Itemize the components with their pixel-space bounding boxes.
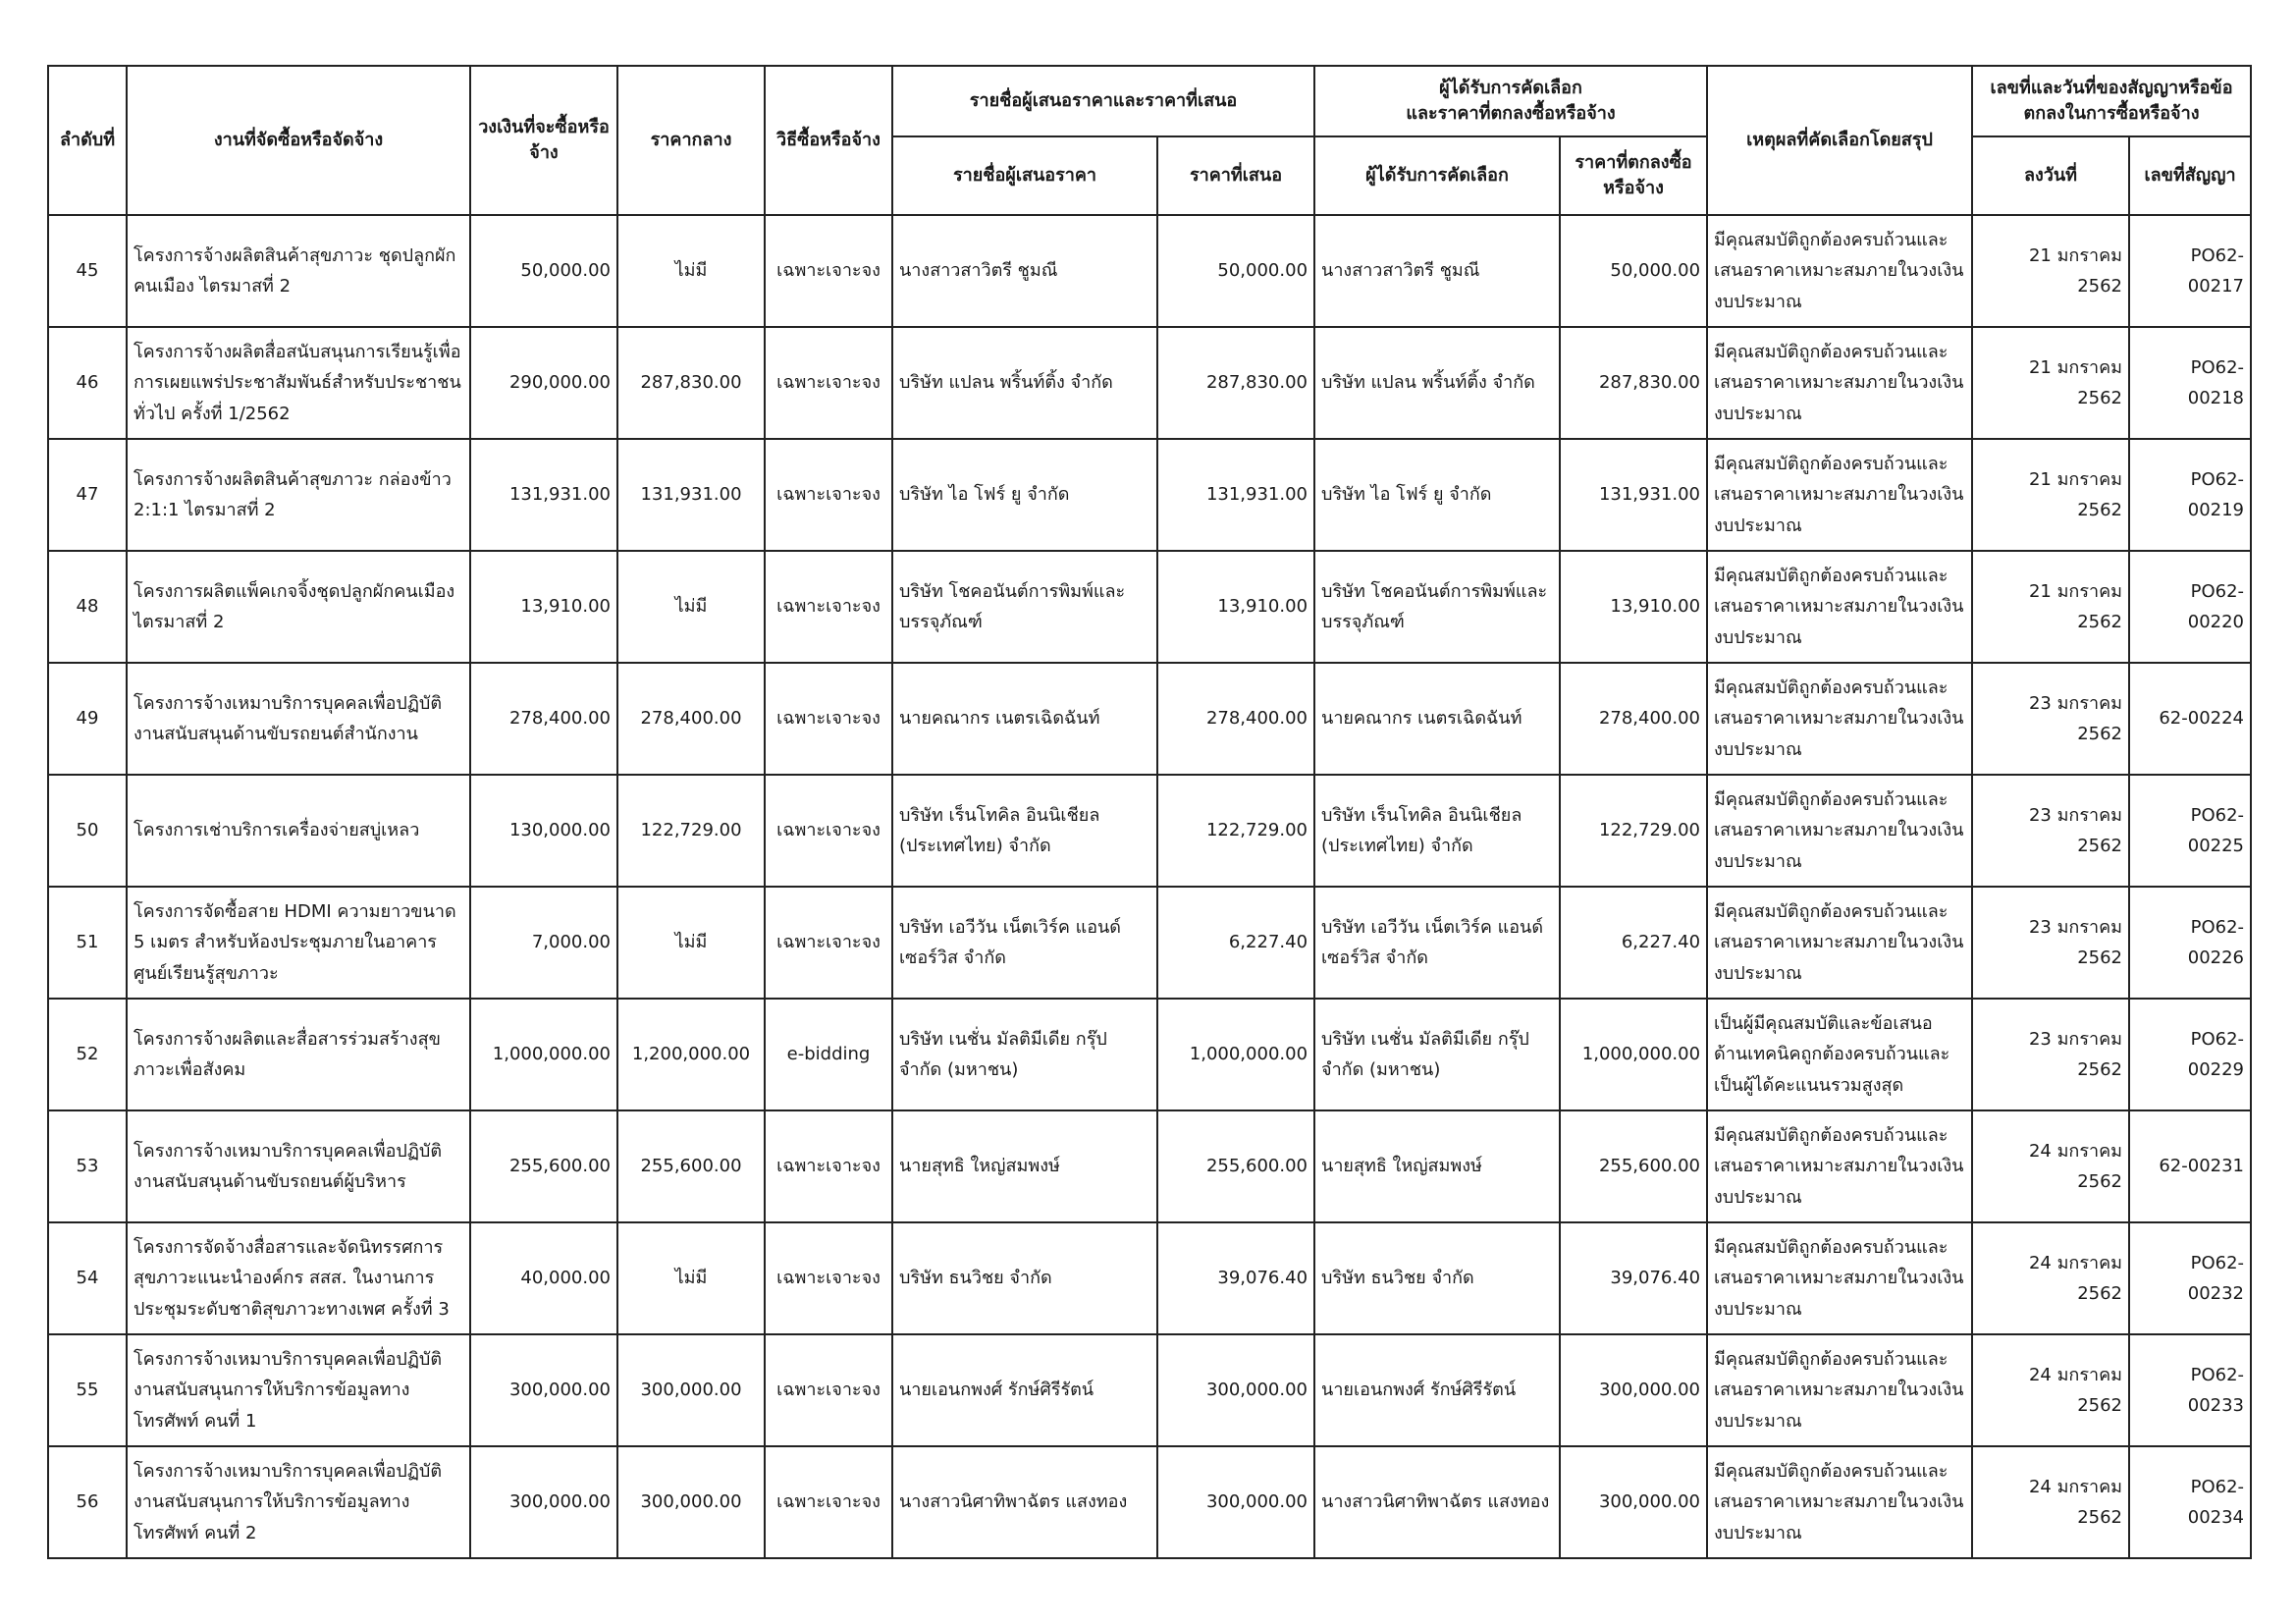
row-budget: 255,600.00: [470, 1110, 617, 1222]
row-selected: บริษัท แปลน พริ้นท์ติ้ง จำกัด: [1314, 327, 1560, 439]
row-bidder: บริษัท แปลน พริ้นท์ติ้ง จำกัด: [892, 327, 1157, 439]
row-contract-no: PO62-00220: [2129, 551, 2251, 663]
row-agreed-price: 6,227.40: [1560, 887, 1707, 999]
row-method: เฉพาะเจาะจง: [765, 327, 892, 439]
header-no: ลำดับที่: [48, 66, 127, 215]
header-contract-date: ลงวันที่: [1972, 136, 2129, 215]
row-no: 55: [48, 1334, 127, 1446]
row-no: 56: [48, 1446, 127, 1558]
row-agreed-price: 300,000.00: [1560, 1334, 1707, 1446]
row-median-price: ไม่มี: [617, 1222, 765, 1334]
row-project: โครงการจ้างผลิตและสื่อสารร่วมสร้างสุขภาวะเพื่อสังคม: [127, 999, 470, 1110]
row-median-price: 1,200,000.00: [617, 999, 765, 1110]
row-contract-no: PO62-00232: [2129, 1222, 2251, 1334]
row-median-price: 300,000.00: [617, 1446, 765, 1558]
row-contract-date: 23 มกราคม 2562: [1972, 663, 2129, 775]
row-contract-date: 24 มกราคม 2562: [1972, 1110, 2129, 1222]
row-method: e-bidding: [765, 999, 892, 1110]
header-project: งานที่จัดซื้อหรือจัดจ้าง: [127, 66, 470, 215]
table-row: [48, 1334, 2251, 1446]
header-median-price: ราคากลาง: [617, 66, 765, 215]
row-contract-date: 24 มกราคม 2562: [1972, 1446, 2129, 1558]
row-contract-no: PO62-00219: [2129, 439, 2251, 551]
row-budget: 13,910.00: [470, 551, 617, 663]
row-median-price: 287,830.00: [617, 327, 765, 439]
row-bidder: นายคณากร เนตรเฉิดฉันท์: [892, 663, 1157, 775]
row-method: เฉพาะเจาะจง: [765, 1446, 892, 1558]
row-selected: นางสาวนิศาทิพาฉัตร แสงทอง: [1314, 1446, 1560, 1558]
row-selected: บริษัท เอวีวัน เน็ตเวิร์ค แอนด์ เซอร์วิส จำกัด: [1314, 887, 1560, 999]
header-selected-group-line2: และราคาที่ตกลงซื้อหรือจ้าง: [1406, 103, 1616, 124]
row-contract-no: PO62-00226: [2129, 887, 2251, 999]
row-no: 49: [48, 663, 127, 775]
table-header: [48, 66, 2251, 215]
table-row: [48, 999, 2251, 1110]
row-bidder: บริษัท ไอ โฟร์ ยู จำกัด: [892, 439, 1157, 551]
row-selected: บริษัท เนชั่น มัลติมีเดีย กรุ๊ป จำกัด (มหาชน): [1314, 999, 1560, 1110]
row-no: 50: [48, 775, 127, 887]
row-bidder: นางสาวนิศาทิพาฉัตร แสงทอง: [892, 1446, 1157, 1558]
row-contract-date: 21 มกราคม 2562: [1972, 551, 2129, 663]
row-selected: นางสาวสาวิตรี ชูมณี: [1314, 215, 1560, 327]
table-row: [48, 775, 2251, 887]
row-agreed-price: 1,000,000.00: [1560, 999, 1707, 1110]
row-contract-no: 62-00224: [2129, 663, 2251, 775]
row-contract-date: 23 มกราคม 2562: [1972, 887, 2129, 999]
row-reason: มีคุณสมบัติถูกต้องครบถ้วนและเสนอราคาเหมาะสมภายในวงเงินงบประมาณ: [1707, 1110, 1972, 1222]
row-contract-date: 24 มกราคม 2562: [1972, 1222, 2129, 1334]
row-contract-no: PO62-00229: [2129, 999, 2251, 1110]
row-agreed-price: 131,931.00: [1560, 439, 1707, 551]
row-reason: เป็นผู้มีคุณสมบัติและข้อเสนอด้านเทคนิคถูกต้องครบถ้วนและเป็นผู้ได้คะแนนรวมสูงสุด: [1707, 999, 1972, 1110]
row-contract-no: PO62-00218: [2129, 327, 2251, 439]
row-median-price: ไม่มี: [617, 887, 765, 999]
row-median-price: 122,729.00: [617, 775, 765, 887]
row-project: โครงการจ้างเหมาบริการบุคคลเพื่อปฏิบัติงานสนับสนุนด้านขับรถยนต์ผู้บริหาร: [127, 1110, 470, 1222]
row-method: เฉพาะเจาะจง: [765, 551, 892, 663]
row-budget: 40,000.00: [470, 1222, 617, 1334]
procurement-table: [47, 65, 2252, 1559]
row-method: เฉพาะเจาะจง: [765, 1334, 892, 1446]
row-bid-price: 50,000.00: [1157, 215, 1314, 327]
row-selected: นายเอนกพงศ์ รักษ์ศิรีรัตน์: [1314, 1334, 1560, 1446]
row-project: โครงการจัดจ้างสื่อสารและจัดนิทรรศการสุขภาวะแนะนำองค์กร สสส. ในงานการประชุมระดับชาติสุขภาวะทางเพศ ครั้งที่ 3: [127, 1222, 470, 1334]
row-project: โครงการเช่าบริการเครื่องจ่ายสบู่เหลว: [127, 775, 470, 887]
row-agreed-price: 278,400.00: [1560, 663, 1707, 775]
row-reason: มีคุณสมบัติถูกต้องครบถ้วนและเสนอราคาเหมาะสมภายในวงเงินงบประมาณ: [1707, 1334, 1972, 1446]
row-no: 45: [48, 215, 127, 327]
row-bid-price: 278,400.00: [1157, 663, 1314, 775]
row-method: เฉพาะเจาะจง: [765, 1110, 892, 1222]
row-contract-no: PO62-00233: [2129, 1334, 2251, 1446]
row-budget: 7,000.00: [470, 887, 617, 999]
row-no: 48: [48, 551, 127, 663]
row-selected: บริษัท โชคอนันต์การพิมพ์และบรรจุภัณฑ์: [1314, 551, 1560, 663]
row-agreed-price: 300,000.00: [1560, 1446, 1707, 1558]
table-row: [48, 1222, 2251, 1334]
row-bidder: นายสุทธิ ใหญ่สมพงษ์: [892, 1110, 1157, 1222]
row-median-price: ไม่มี: [617, 551, 765, 663]
row-agreed-price: 122,729.00: [1560, 775, 1707, 887]
row-reason: มีคุณสมบัติถูกต้องครบถ้วนและเสนอราคาเหมาะสมภายในวงเงินงบประมาณ: [1707, 551, 1972, 663]
header-selected-group-line1: ผู้ได้รับการคัดเลือก: [1439, 77, 1582, 98]
table-row: [48, 1446, 2251, 1558]
row-budget: 130,000.00: [470, 775, 617, 887]
row-project: โครงการผลิตแพ็คเกจจิ้งชุดปลูกผักคนเมือง ไตรมาสที่ 2: [127, 551, 470, 663]
row-bid-price: 255,600.00: [1157, 1110, 1314, 1222]
row-budget: 300,000.00: [470, 1446, 617, 1558]
row-contract-date: 24 มกราคม 2562: [1972, 1334, 2129, 1446]
row-method: เฉพาะเจาะจง: [765, 775, 892, 887]
row-project: โครงการจ้างผลิตสื่อสนับสนุนการเรียนรู้เพื่อการเผยแพร่ประชาสัมพันธ์สำหรับประชาชนทั่วไป ครั้งที่ 1/2562: [127, 327, 470, 439]
row-agreed-price: 50,000.00: [1560, 215, 1707, 327]
row-bid-price: 6,227.40: [1157, 887, 1314, 999]
header-selected-name: ผู้ได้รับการคัดเลือก: [1314, 136, 1560, 215]
row-reason: มีคุณสมบัติถูกต้องครบถ้วนและเสนอราคาเหมาะสมภายในวงเงินงบประมาณ: [1707, 215, 1972, 327]
row-bid-price: 1,000,000.00: [1157, 999, 1314, 1110]
row-budget: 300,000.00: [470, 1334, 617, 1446]
row-contract-no: PO62-00217: [2129, 215, 2251, 327]
row-selected: นายคณากร เนตรเฉิดฉันท์: [1314, 663, 1560, 775]
row-bidder: บริษัท เอวีวัน เน็ตเวิร์ค แอนด์ เซอร์วิส จำกัด: [892, 887, 1157, 999]
row-reason: มีคุณสมบัติถูกต้องครบถ้วนและเสนอราคาเหมาะสมภายในวงเงินงบประมาณ: [1707, 887, 1972, 999]
row-selected: บริษัท เร็นโทคิล อินนิเชียล (ประเทศไทย) จำกัด: [1314, 775, 1560, 887]
row-bidder: บริษัท เนชั่น มัลติมีเดีย กรุ๊ป จำกัด (มหาชน): [892, 999, 1157, 1110]
row-agreed-price: 13,910.00: [1560, 551, 1707, 663]
row-method: เฉพาะเจาะจง: [765, 439, 892, 551]
row-budget: 290,000.00: [470, 327, 617, 439]
row-bidder: บริษัท ธนวิชย จำกัด: [892, 1222, 1157, 1334]
row-reason: มีคุณสมบัติถูกต้องครบถ้วนและเสนอราคาเหมาะสมภายในวงเงินงบประมาณ: [1707, 439, 1972, 551]
row-project: โครงการจ้างเหมาบริการบุคคลเพื่อปฏิบัติงานสนับสนุนการให้บริการข้อมูลทางโทรศัพท์ คนที่ 2: [127, 1446, 470, 1558]
table-row: [48, 327, 2251, 439]
row-median-price: 131,931.00: [617, 439, 765, 551]
row-bid-price: 300,000.00: [1157, 1446, 1314, 1558]
row-project: โครงการจัดซื้อสาย HDMI ความยาวขนาด 5 เมตร สำหรับห้องประชุมภายในอาคารศูนย์เรียนรู้สุขภาวะ: [127, 887, 470, 999]
row-agreed-price: 287,830.00: [1560, 327, 1707, 439]
row-method: เฉพาะเจาะจง: [765, 1222, 892, 1334]
row-selected: นายสุทธิ ใหญ่สมพงษ์: [1314, 1110, 1560, 1222]
row-reason: มีคุณสมบัติถูกต้องครบถ้วนและเสนอราคาเหมาะสมภายในวงเงินงบประมาณ: [1707, 663, 1972, 775]
row-budget: 278,400.00: [470, 663, 617, 775]
row-contract-no: PO62-00234: [2129, 1446, 2251, 1558]
header-bid-price: ราคาที่เสนอ: [1157, 136, 1314, 215]
table-row: [48, 551, 2251, 663]
row-method: เฉพาะเจาะจง: [765, 215, 892, 327]
row-method: เฉพาะเจาะจง: [765, 887, 892, 999]
row-contract-no: PO62-00225: [2129, 775, 2251, 887]
row-no: 52: [48, 999, 127, 1110]
row-bid-price: 287,830.00: [1157, 327, 1314, 439]
row-contract-date: 21 มกราคม 2562: [1972, 439, 2129, 551]
row-selected: บริษัท ไอ โฟร์ ยู จำกัด: [1314, 439, 1560, 551]
row-bidder: นายเอนกพงศ์ รักษ์ศิรีรัตน์: [892, 1334, 1157, 1446]
row-no: 54: [48, 1222, 127, 1334]
row-project: โครงการจ้างเหมาบริการบุคคลเพื่อปฏิบัติงานสนับสนุนการให้บริการข้อมูลทางโทรศัพท์ คนที่ 1: [127, 1334, 470, 1446]
table-body: [48, 215, 2251, 1558]
row-selected: บริษัท ธนวิชย จำกัด: [1314, 1222, 1560, 1334]
row-bid-price: 13,910.00: [1157, 551, 1314, 663]
row-reason: มีคุณสมบัติถูกต้องครบถ้วนและเสนอราคาเหมาะสมภายในวงเงินงบประมาณ: [1707, 1446, 1972, 1558]
row-median-price: 300,000.00: [617, 1334, 765, 1446]
row-bid-price: 300,000.00: [1157, 1334, 1314, 1446]
row-budget: 50,000.00: [470, 215, 617, 327]
table-row: [48, 663, 2251, 775]
row-project: โครงการจ้างผลิตสินค้าสุขภาวะ กล่องข้าว 2:1:1 ไตรมาสที่ 2: [127, 439, 470, 551]
table-row: [48, 887, 2251, 999]
row-contract-date: 21 มกราคม 2562: [1972, 215, 2129, 327]
header-selected-group: [1314, 66, 1707, 136]
header-agreed-price: ราคาที่ตกลงซื้อหรือจ้าง: [1560, 136, 1707, 215]
row-no: 51: [48, 887, 127, 999]
row-agreed-price: 39,076.40: [1560, 1222, 1707, 1334]
row-median-price: 255,600.00: [617, 1110, 765, 1222]
header-contract-group: เลขที่และวันที่ของสัญญาหรือข้อตกลงในการซื้อหรือจ้าง: [1972, 66, 2251, 136]
table-row: [48, 439, 2251, 551]
row-no: 47: [48, 439, 127, 551]
header-bidder-name: รายชื่อผู้เสนอราคา: [892, 136, 1157, 215]
row-median-price: ไม่มี: [617, 215, 765, 327]
header-contract-no: เลขที่สัญญา: [2129, 136, 2251, 215]
header-budget: วงเงินที่จะซื้อหรือจ้าง: [470, 66, 617, 215]
row-agreed-price: 255,600.00: [1560, 1110, 1707, 1222]
row-bidder: บริษัท เร็นโทคิล อินนิเชียล (ประเทศไทย) จำกัด: [892, 775, 1157, 887]
row-project: โครงการจ้างเหมาบริการบุคคลเพื่อปฏิบัติงานสนับสนุนด้านขับรถยนต์สำนักงาน: [127, 663, 470, 775]
row-method: เฉพาะเจาะจง: [765, 663, 892, 775]
header-method: วิธีซื้อหรือจ้าง: [765, 66, 892, 215]
row-reason: มีคุณสมบัติถูกต้องครบถ้วนและเสนอราคาเหมาะสมภายในวงเงินงบประมาณ: [1707, 1222, 1972, 1334]
header-reason: เหตุผลที่คัดเลือกโดยสรุป: [1707, 66, 1972, 215]
row-bid-price: 122,729.00: [1157, 775, 1314, 887]
row-bid-price: 39,076.40: [1157, 1222, 1314, 1334]
row-budget: 1,000,000.00: [470, 999, 617, 1110]
row-bidder: บริษัท โชคอนันต์การพิมพ์และบรรจุภัณฑ์: [892, 551, 1157, 663]
table-row: [48, 1110, 2251, 1222]
table-row: [48, 215, 2251, 327]
row-contract-no: 62-00231: [2129, 1110, 2251, 1222]
row-contract-date: 23 มกราคม 2562: [1972, 775, 2129, 887]
row-bid-price: 131,931.00: [1157, 439, 1314, 551]
row-no: 53: [48, 1110, 127, 1222]
row-contract-date: 23 มกราคม 2562: [1972, 999, 2129, 1110]
row-reason: มีคุณสมบัติถูกต้องครบถ้วนและเสนอราคาเหมาะสมภายในวงเงินงบประมาณ: [1707, 327, 1972, 439]
row-bidder: นางสาวสาวิตรี ชูมณี: [892, 215, 1157, 327]
header-bidders-group: รายชื่อผู้เสนอราคาและราคาที่เสนอ: [892, 66, 1314, 136]
row-reason: มีคุณสมบัติถูกต้องครบถ้วนและเสนอราคาเหมาะสมภายในวงเงินงบประมาณ: [1707, 775, 1972, 887]
row-median-price: 278,400.00: [617, 663, 765, 775]
row-no: 46: [48, 327, 127, 439]
row-budget: 131,931.00: [470, 439, 617, 551]
row-project: โครงการจ้างผลิตสินค้าสุขภาวะ ชุดปลูกผักคนเมือง ไตรมาสที่ 2: [127, 215, 470, 327]
row-contract-date: 21 มกราคม 2562: [1972, 327, 2129, 439]
